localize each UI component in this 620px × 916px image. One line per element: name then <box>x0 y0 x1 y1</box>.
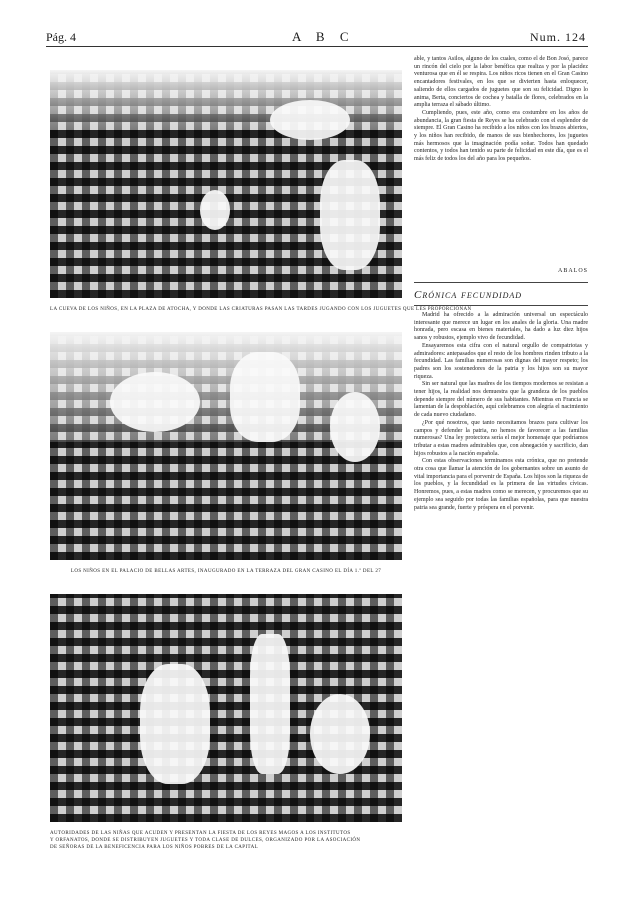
photo-3-caption-line: DE SEÑORAS DE LA BENEFICENCIA PARA LOS NIÑOS POBRES DE LA CAPITAL <box>50 845 259 850</box>
article-paragraph: Con estas observaciones terminamos esta crónica, que no pretende otra cosa que llamar la atención de los gobernantes sobre un asunto de vital importancia para el porvenir de España. Los hijos son la riqueza de los pueblos, y la fecundidad es la primera de las virtudes cívicas. Honremos, pues, a estas madres como se merecen, y procuremos que su ejemplo sea seguido por todas las familias españolas, para que nuestra patria sea grande, fuerte y próspera en el porvenir. <box>414 458 588 511</box>
photo-1-caption: LA CUEVA DE LOS NIÑOS, EN LA PLAZA DE ATOCHA, Y DONDE LAS CRIATURAS PASAN LAS TARDES JUGANDO CON LOS JUGUETES QUE LES PROPORCIONAN <box>50 307 472 312</box>
article-paragraph: ¿Por qué nosotros, que tanto necesitamos brazos para cultivar los campos y defender la patria, no hemos de favorecer a las familias numerosas? Una ley protectora sería el mejor homenaje que podríamos tributar a estas madres admirables que, con abnegación y sacrificio, dan hijos robustos a la nación española. <box>414 419 588 457</box>
page-number: Pág. 4 <box>46 30 76 44</box>
photo-2-caption: LOS NIÑOS EN EL PALACIO DE BELLAS ARTES, INAUGURADO EN LA TERRAZA DEL GRAN CASINO EL DÍA 1.º DEL 27 <box>70 569 382 574</box>
masthead: A B C <box>292 29 355 44</box>
section-rule-top <box>414 282 588 283</box>
photo-3-caption-line: Y ORFANATOS, DONDE SE DISTRIBUYEN JUGUETES Y TODA CLASE DE DULCES, ORGANIZADO POR LA ASOCIACIÓN <box>50 838 361 843</box>
photo-children-terrace <box>50 332 402 560</box>
header-rule <box>46 46 588 47</box>
article-paragraph: Madrid ha ofrecido a la admiración universal un espectáculo interesante que merece un lugar en los anales de la gloria. Una madre honrada, pero escasa en bienes materiales, ha dado a luz diez hijos sanos y robustos, ejemplo vivo de fecundidad. <box>414 312 588 342</box>
photo-kings-festival <box>50 594 402 822</box>
article-paragraph: Ensayaremos esta cifra con el natural orgullo de compatriotas y admiradores: antepasados que el resto de los hombres rinden tributo a la fecundidad. Las familias numerosas son dignas del mayor respeto; los padres son los sostenedores de la patria y los hijos son su mayor riqueza. <box>414 342 588 380</box>
article-paragraph: Cumpliendo, pues, este año, como era costumbre en los años de abundancia, la gran fiesta de Reyes se ha celebrado con el esplendor de siempre. El Gran Casino ha recibido a los niños con los brazos abiertos, y los niños han recibido, de manos de sus bienhechores, los juguetes más hermosos que la imaginación podía soñar. Todos han quedado contentos, y todos han tenido su parte de felicidad en este día, que es el más feliz de todos los del año para los pequeños. <box>414 109 588 163</box>
issue-number: Num. 124 <box>530 30 586 44</box>
article-paragraph: able, y tantos Asilos, alguno de los cuales, como el de Bon Josó, parece un rincón del cielo por la labor benéfica que realiza y por la placidez venturosa que en él se respira. Los niños ricos tienen en el Gran Casino encantadores festivales, en los que se divierten hasta enloquecer, saliendo de ellos cargados de juguetes que son su felicidad. Digno lo anima, Berta, conciertos de cochea y batalla de flores, celebrados en la amplia terraza el sábado último. <box>414 56 588 109</box>
article-children-festivities <box>414 56 588 262</box>
page-header <box>46 30 586 46</box>
photo-children-cave <box>50 70 402 298</box>
article-signature: ABALOS <box>557 268 588 274</box>
section-rule-bottom <box>414 305 588 306</box>
section-title: Crónica fecundidad <box>414 289 523 301</box>
photo-3-caption <box>50 830 402 851</box>
article-fecundity <box>414 312 588 860</box>
article-paragraph: Sin ser natural que las madres de los tiempos modernos se resistan a tener hijos, la realidad nos demuestra que la grandeza de los pueblos depende siempre del número de sus habitantes. Mientras en Francia se lamentan de la despoblación, aquí celebramos con alegría el nacimiento de cada nuevo ciudadano. <box>414 381 588 419</box>
photo-3-caption-line: AUTORIDADES DE LAS NIÑAS QUE ACUDEN Y PRESENTAN LA FIESTA DE LOS REYES MAGOS A LOS INSTITUTOS <box>50 831 351 836</box>
